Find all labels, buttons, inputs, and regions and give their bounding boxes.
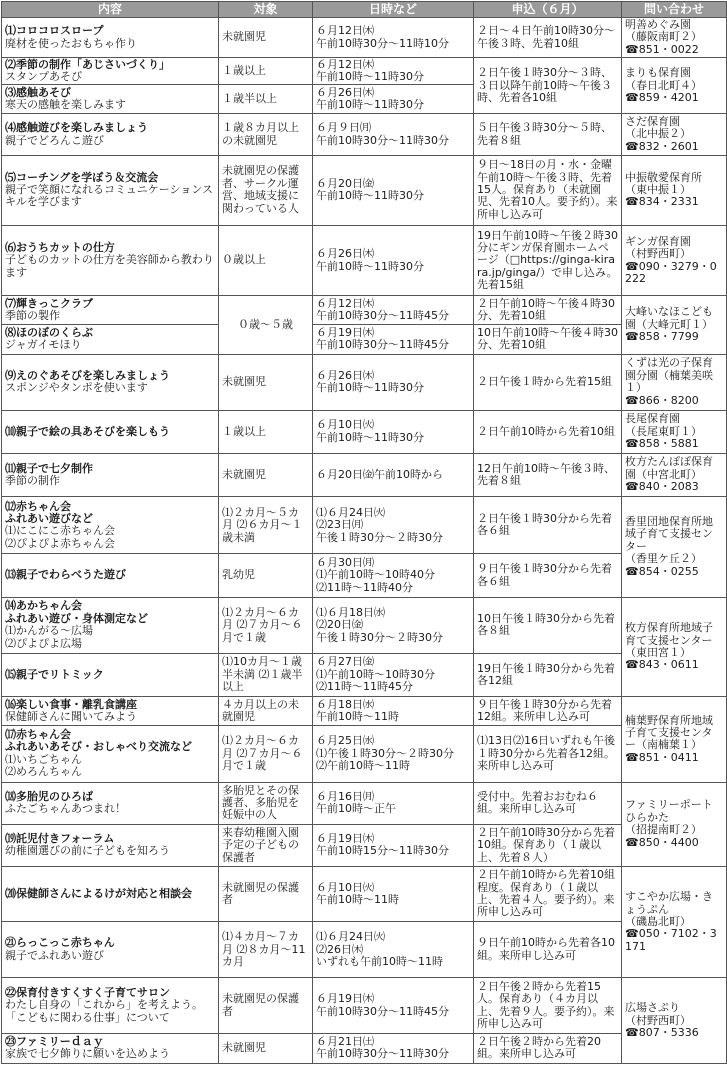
datetime-cell bbox=[313, 866, 474, 921]
content-cell bbox=[2, 824, 219, 866]
contact-cell bbox=[622, 597, 727, 696]
contact-name: まりも保育園 bbox=[625, 66, 691, 80]
event-title: ⑿赤ちゃん会 bbox=[5, 499, 71, 513]
datetime-line: ６月12日㈭ bbox=[316, 24, 374, 38]
datetime-cell bbox=[313, 697, 474, 726]
table-row bbox=[2, 554, 727, 597]
datetime-line: ６月30日㈪ bbox=[316, 555, 374, 569]
event-desc: 寒天の感触を楽しみます bbox=[5, 98, 126, 112]
datetime-line: ⑴６月24日㈫ bbox=[316, 505, 385, 519]
datetime-cell bbox=[313, 554, 474, 597]
datetime-line: いずれも午前10時～11時 bbox=[316, 954, 443, 968]
contact-name: ギンガ保育園 bbox=[625, 234, 691, 248]
apply-cell: ２日午前10時～午後４時30分、先着10組 bbox=[474, 296, 622, 325]
table-row bbox=[2, 296, 727, 325]
contact-phone: ☎858・7799 bbox=[625, 330, 699, 344]
datetime-cell bbox=[313, 653, 474, 696]
datetime-cell bbox=[313, 1033, 474, 1063]
contact-address: （北中振２） bbox=[625, 127, 691, 141]
contact-name: すこやか広場・きょうぷん bbox=[625, 890, 713, 916]
datetime-cell bbox=[313, 922, 474, 978]
contact-name: 枚方保育所地域子育て支援センター bbox=[625, 621, 713, 647]
event-desc: 季節の製作 bbox=[5, 309, 60, 323]
content-cell bbox=[2, 410, 219, 453]
header-apply: 申込（６月） bbox=[474, 2, 622, 18]
datetime-cell bbox=[313, 18, 474, 58]
table-row bbox=[2, 155, 727, 225]
apply-cell: 19日午前10時～午後２時30分にギンガ保育園ホームページ（□https://ginga-kirara.jp/ginga/）で申し込み。先着15組 bbox=[474, 225, 622, 295]
target-cell: ⑴４カ月～７カ月 ⑵８カ月～11カ月 bbox=[219, 922, 313, 978]
datetime-line: 午前10時～11時30分 bbox=[316, 430, 424, 444]
datetime-line: 午前10時30分～11時30分 bbox=[316, 133, 449, 147]
table-row bbox=[2, 697, 727, 726]
datetime-line: ⑵11時～11時40分 bbox=[316, 580, 413, 594]
datetime-line: ６月20日㈮ bbox=[316, 176, 374, 190]
datetime-line: 午前10時～11時30分 bbox=[316, 381, 424, 395]
event-desc: ⑴にこにこ赤ちゃん会 bbox=[5, 524, 115, 538]
contact-cell bbox=[622, 782, 727, 866]
apply-cell: ２日午後１時30分から先着各６組 bbox=[474, 497, 622, 554]
target-cell: １歳以上 bbox=[219, 58, 313, 85]
datetime-line: 午前10時30分～11時10分 bbox=[316, 36, 449, 50]
event-desc: 保健師さんに聞いてみよう bbox=[5, 710, 137, 724]
apply-cell: ５日午後３時30分～５時、先着８組 bbox=[474, 114, 622, 155]
datetime-cell bbox=[313, 824, 474, 866]
table-row bbox=[2, 454, 727, 497]
contact-cell bbox=[622, 155, 727, 225]
event-desc: ⑵めろんちゃん bbox=[5, 765, 82, 779]
apply-cell: ２日午後１時30分～３時、３日以降午前10時～午後３時、先着各10組 bbox=[474, 58, 622, 114]
contact-cell bbox=[622, 354, 727, 410]
datetime-line: ６月26日㈭ bbox=[316, 85, 374, 99]
contact-cell bbox=[622, 58, 727, 114]
event-title: ⑼えのぐあそびを楽しみましょう bbox=[5, 368, 170, 382]
content-cell bbox=[2, 597, 219, 653]
datetime-cell bbox=[313, 155, 474, 225]
datetime-line: ⑴午後１時30分～２時30分 bbox=[316, 746, 454, 760]
target-cell: ４カ月以上の未就園児 bbox=[219, 697, 313, 726]
apply-cell: 10日午前10時～午後４時30分、先着10組 bbox=[474, 325, 622, 354]
table-row bbox=[2, 866, 727, 921]
event-desc: 季節の制作 bbox=[5, 474, 60, 488]
datetime-line: ⑵午前10時～11時 bbox=[316, 759, 410, 773]
contact-cell bbox=[622, 978, 727, 1064]
datetime-line: 午前10時～11時 bbox=[316, 893, 399, 907]
datetime-cell bbox=[313, 597, 474, 653]
contact-name: ファミリーポートひらかた bbox=[625, 798, 713, 824]
event-title: ⒂親子でリトミック bbox=[5, 667, 104, 681]
contact-phone: ☎090・3279・0222 bbox=[625, 259, 717, 286]
event-desc: ⑵ぴよぴよ赤ちゃん会 bbox=[5, 536, 115, 550]
content-cell bbox=[2, 554, 219, 597]
datetime-cell bbox=[313, 58, 474, 85]
event-desc: ⑴いちごちゃん bbox=[5, 752, 82, 766]
apply-cell: ２日午前10時から先着10組程度。保育あり（１歳以上、先着４人。要予約）。来所申し込み可 bbox=[474, 866, 622, 921]
target-cell: 未就園児の保護者 bbox=[219, 978, 313, 1033]
datetime-line: ⑴午前10時～10時40分 bbox=[316, 568, 435, 582]
datetime-line: ６月12日㈭ bbox=[316, 296, 374, 310]
datetime-line: ６月10日㈫ bbox=[316, 880, 374, 894]
table-row bbox=[2, 597, 727, 653]
event-desc: 親子で笑顔になれるコミュニケーションスキルを学びます bbox=[5, 183, 214, 209]
header-target: 対象 bbox=[219, 2, 313, 18]
apply-cell: ９日～18日の月・水・金曜午前10時～午後３時、先着15人。保育あり（未就園児、先着10人。要予約）。来所申し込み可 bbox=[474, 155, 622, 225]
header-contact: 問い合わせ bbox=[622, 2, 727, 18]
content-cell bbox=[2, 296, 219, 325]
contact-name: 枚方たんぽぽ保育園（中宮北町） bbox=[625, 455, 713, 481]
content-cell bbox=[2, 58, 219, 85]
table-header-row bbox=[2, 2, 727, 18]
datetime-line: 午後１時30分～２時30分 bbox=[316, 630, 443, 644]
content-cell bbox=[2, 354, 219, 410]
contact-address: （東中振１） bbox=[625, 183, 691, 197]
table-row bbox=[2, 58, 727, 85]
target-cell: ⑴10カ月～１歳半未満 ⑵１歳半以上 bbox=[219, 653, 313, 696]
contact-address: （村野西町） bbox=[625, 1013, 691, 1027]
event-title: ⒆託児付きフォーラム bbox=[5, 831, 115, 845]
content-cell bbox=[2, 114, 219, 155]
event-title: ⑸コーチングを学ぼう＆交流会 bbox=[5, 170, 159, 184]
datetime-line: ⑴６月18日㈬ bbox=[316, 605, 385, 619]
datetime-line: ６月19日㈭ bbox=[316, 326, 374, 340]
contact-name: 広場さぷり bbox=[625, 1001, 680, 1015]
datetime-cell bbox=[313, 225, 474, 295]
datetime-line: ６月20日㈮午前10時から bbox=[316, 467, 443, 481]
datetime-line: 午前10時30分～11時45分 bbox=[316, 309, 449, 323]
event-desc: 廃材を使ったおもちゃ作り bbox=[5, 36, 137, 50]
content-cell bbox=[2, 225, 219, 295]
table-row bbox=[2, 1033, 727, 1063]
datetime-line: ６月12日㈭ bbox=[316, 57, 374, 71]
table-row bbox=[2, 114, 727, 155]
content-cell bbox=[2, 726, 219, 782]
target-cell: ⑴２カ月～６カ月 ⑵７カ月～６月で１歳 bbox=[219, 726, 313, 782]
datetime-line: ⑵11時～11時45分 bbox=[316, 680, 413, 694]
contact-phone: ☎858・5881 bbox=[625, 437, 699, 451]
event-desc: 親子でふれあい遊び bbox=[5, 948, 104, 962]
target-cell: ⑴２カ月～６カ月 ⑵７カ月～６月で１歳 bbox=[219, 597, 313, 653]
contact-phone: ☎866・8200 bbox=[625, 393, 699, 407]
event-title: ⒁あかちゃん会 bbox=[5, 599, 82, 613]
event-desc: スタンプあそび bbox=[5, 70, 82, 84]
datetime-line: ⑵26日㈭ bbox=[316, 942, 363, 956]
contact-address: （東田宮１） bbox=[625, 645, 691, 659]
contact-name: 香里団地保育所地域子育て支援センター bbox=[625, 514, 713, 553]
datetime-line: ６月16日㈪ bbox=[316, 789, 374, 803]
contact-phone: ☎850・4400 bbox=[625, 835, 699, 849]
content-cell bbox=[2, 653, 219, 696]
target-cell: 未就園児 bbox=[219, 1033, 313, 1063]
contact-phone: ☎859・4201 bbox=[625, 91, 699, 105]
event-title: ⑴コロコロスロープ bbox=[5, 24, 104, 38]
contact-cell bbox=[622, 18, 727, 58]
content-cell bbox=[2, 978, 219, 1033]
contact-cell bbox=[622, 866, 727, 978]
contact-name: さだ保育園 bbox=[625, 114, 680, 128]
contact-address: （香里ケ丘２） bbox=[625, 552, 702, 566]
datetime-line: ６月９日㈪ bbox=[316, 121, 371, 135]
contact-phone: ☎851・0022 bbox=[625, 42, 699, 56]
contact-cell bbox=[622, 454, 727, 497]
contact-cell bbox=[622, 697, 727, 782]
table-body bbox=[2, 18, 727, 1064]
contact-cell bbox=[622, 296, 727, 354]
contact-phone: ☎050・7102・3171 bbox=[625, 927, 717, 953]
datetime-line: ６月19日㈭ bbox=[316, 831, 374, 845]
table-row bbox=[2, 726, 727, 782]
target-cell: 未就園児の保護者、サークル運営、地域支援に関わっている人 bbox=[219, 155, 313, 225]
contact-name: 中振敬愛保育所 bbox=[625, 170, 702, 184]
contact-cell bbox=[622, 410, 727, 453]
target-cell: 未就園児 bbox=[219, 454, 313, 497]
content-cell bbox=[2, 325, 219, 354]
event-title: ⒄赤ちゃん会 bbox=[5, 728, 71, 742]
datetime-line: 午後１時30分～２時30分 bbox=[316, 530, 443, 544]
target-cell: ⑴２カ月～５カ月 ⑵６カ月～１歳未満 bbox=[219, 497, 313, 554]
datetime-line: ６月26日㈭ bbox=[316, 247, 374, 261]
datetime-line: ６月21日㈯ bbox=[316, 1034, 374, 1048]
contact-address: （村野西町） bbox=[625, 247, 691, 261]
event-title: ⒅多胎児のひろば bbox=[5, 789, 93, 803]
contact-name: 明善めぐみ園 bbox=[625, 17, 691, 31]
datetime-line: 午前10時30分～11時45分 bbox=[316, 338, 449, 352]
datetime-cell bbox=[313, 114, 474, 155]
target-cell: １歳８カ月以上の未就園児 bbox=[219, 114, 313, 155]
datetime-cell bbox=[313, 726, 474, 782]
datetime-line: ６月18日㈬ bbox=[316, 697, 374, 711]
event-title: ⑶感触あそび bbox=[5, 85, 71, 99]
datetime-line: 午前10時～正午 bbox=[316, 802, 396, 816]
event-title: ⑽親子で絵の具あそびを楽しもう bbox=[5, 424, 170, 438]
datetime-cell bbox=[313, 296, 474, 325]
content-cell bbox=[2, 85, 219, 114]
apply-cell: ９日午後１時30分から先着各６組 bbox=[474, 554, 622, 597]
table-row bbox=[2, 978, 727, 1033]
datetime-line: ６月27日㈮ bbox=[316, 655, 374, 669]
target-cell: 来春幼稚園入園予定の子どもの保護者 bbox=[219, 824, 313, 866]
target-cell: １歳半以上 bbox=[219, 85, 313, 114]
apply-cell: ⑴13日⑵16日いずれも午後１時30分から先着各12組。来所申し込み可 bbox=[474, 726, 622, 782]
event-desc: 親子でどろんこ遊び bbox=[5, 133, 104, 147]
event-desc: ⑴かんがる～広場 bbox=[5, 624, 93, 638]
event-title: ㉒保育付きすくすく子育てサロン bbox=[5, 985, 170, 999]
event-table bbox=[1, 1, 727, 1064]
event-title: ⑵季節の制作「あじさいづくり」 bbox=[5, 57, 170, 71]
contact-address: （長尾東町１） bbox=[625, 424, 702, 438]
apply-cell: 受付中。先着おおむね６組。来所申し込み可 bbox=[474, 782, 622, 824]
contact-phone: ☎843・0611 bbox=[625, 658, 699, 672]
content-cell bbox=[2, 782, 219, 824]
datetime-line: ６月19日㈭ bbox=[316, 992, 374, 1006]
event-title: ㉑らっこっこ赤ちゃん bbox=[5, 936, 115, 950]
event-desc: わたし自身の「これから」を考えよう。「こどもに関わる仕事」について bbox=[5, 998, 203, 1024]
content-cell bbox=[2, 155, 219, 225]
table-row bbox=[2, 225, 727, 295]
target-cell: １歳以上 bbox=[219, 410, 313, 453]
table-row bbox=[2, 922, 727, 978]
event-title: ⑻ほのぼのくらぶ bbox=[5, 326, 93, 340]
target-cell: 未就園児の保護者 bbox=[219, 866, 313, 921]
contact-name: 大峰いなほこども園（大峰元町１） bbox=[625, 305, 713, 331]
event-subtitle: ふれあい遊びなど bbox=[5, 511, 93, 525]
table-row bbox=[2, 410, 727, 453]
datetime-line: 午前10時～11時30分 bbox=[316, 98, 424, 112]
content-cell bbox=[2, 866, 219, 921]
apply-cell: ９日午前10時から先着各10組。来所申し込み可 bbox=[474, 922, 622, 978]
target-cell: 多胎児とその保護者、多胎児を妊娠中の人 bbox=[219, 782, 313, 824]
target-cell: 未就園児 bbox=[219, 354, 313, 410]
contact-phone: ☎851・0411 bbox=[625, 750, 699, 764]
event-desc: ふたごちゃんあつまれ！ bbox=[5, 802, 126, 816]
contact-address: （藤阪南町２） bbox=[625, 30, 702, 44]
table-row bbox=[2, 497, 727, 554]
event-desc: ⑵ぴよぴよ広場 bbox=[5, 636, 82, 650]
contact-phone: ☎854・0255 bbox=[625, 564, 699, 578]
apply-cell: ９日午後１時30分から先着12組。来所申し込み可 bbox=[474, 697, 622, 726]
table-row bbox=[2, 824, 727, 866]
event-title: ⑷感触遊びを楽しみましょう bbox=[5, 121, 148, 135]
apply-cell: 12日午前10時～午後３時、先着８組 bbox=[474, 454, 622, 497]
event-subtitle: ふれあい遊び・身体測定など bbox=[5, 611, 148, 625]
event-title: ⑺輝きっこクラブ bbox=[5, 296, 93, 310]
datetime-line: 午前10時30分～11時30分 bbox=[316, 1047, 449, 1061]
datetime-line: ６月25日㈬ bbox=[316, 734, 374, 748]
datetime-cell bbox=[313, 454, 474, 497]
event-subtitle: ふれあいあそび・おしゃべり交流など bbox=[5, 740, 192, 754]
event-desc: 家族で七夕飾りに願いを込めよう bbox=[5, 1047, 170, 1061]
apply-cell: ２日～４日午前10時30分～午後３時、先着10組 bbox=[474, 18, 622, 58]
event-title: ⑹おうちカットの仕方 bbox=[5, 241, 115, 254]
contact-name: 長尾保育園 bbox=[625, 412, 680, 426]
datetime-cell bbox=[313, 978, 474, 1033]
content-cell bbox=[2, 497, 219, 554]
event-title: ⑾親子で七夕制作 bbox=[5, 461, 93, 475]
datetime-line: ⑴６月24日㈫ bbox=[316, 930, 385, 944]
apply-cell: 19日午後１時30分から先着各12組 bbox=[474, 653, 622, 696]
datetime-line: 午前10時～11時30分 bbox=[316, 189, 424, 203]
table-row bbox=[2, 325, 727, 354]
apply-cell: 10日午後１時30分から先着各８組 bbox=[474, 597, 622, 653]
contact-address: （磯島北町） bbox=[625, 914, 691, 928]
target-cell: 未就園児 bbox=[219, 18, 313, 58]
event-title: ㉓ファミリーｄａｙ bbox=[5, 1034, 104, 1048]
datetime-cell bbox=[313, 497, 474, 554]
contact-phone: ☎834・2331 bbox=[625, 195, 699, 209]
header-content: 内容 bbox=[2, 2, 219, 18]
datetime-line: ⑴午前10時～10時30分 bbox=[316, 667, 435, 681]
datetime-line: 午前10時～11時30分 bbox=[316, 259, 424, 273]
datetime-line: ⑵23日㈪ bbox=[316, 518, 363, 532]
content-cell bbox=[2, 454, 219, 497]
contact-cell bbox=[622, 497, 727, 597]
contact-cell bbox=[622, 114, 727, 155]
apply-cell: ２日午後１時から先着15組 bbox=[474, 354, 622, 410]
content-cell bbox=[2, 922, 219, 978]
event-title: ⒃楽しい食事・離乳食講座 bbox=[5, 697, 137, 711]
contact-phone: ☎807・5336 bbox=[625, 1025, 699, 1039]
content-cell bbox=[2, 18, 219, 58]
event-title: ⒀親子でわらべうた遊び bbox=[5, 568, 126, 582]
target-cell: ０歳～５歳 bbox=[219, 296, 313, 354]
contact-address: （招提南町２） bbox=[625, 823, 702, 837]
table-row bbox=[2, 782, 727, 824]
event-desc: 子どものカットの仕方を美容師から教わります bbox=[5, 253, 214, 279]
header-datetime: 日時など bbox=[313, 2, 474, 18]
contact-address: （春日北町４） bbox=[625, 78, 702, 92]
datetime-line: ６月26日㈭ bbox=[316, 368, 374, 382]
datetime-cell bbox=[313, 354, 474, 410]
target-cell: ０歳以上 bbox=[219, 225, 313, 295]
contact-name: くずは光の子保育園分園（楠葉美咲１） bbox=[625, 356, 713, 395]
datetime-line: 午前10時～11時 bbox=[316, 710, 399, 724]
datetime-cell bbox=[313, 85, 474, 114]
target-cell: 乳幼児 bbox=[219, 554, 313, 597]
contact-cell bbox=[622, 225, 727, 295]
table-row bbox=[2, 653, 727, 696]
datetime-cell bbox=[313, 410, 474, 453]
datetime-line: 午前10時30分～11時45分 bbox=[316, 1004, 449, 1018]
table-row bbox=[2, 354, 727, 410]
apply-cell: ２日午前10時30分から先着10組。保育あり（１歳以上、先着８人） bbox=[474, 824, 622, 866]
event-desc: ジャガイモほり bbox=[5, 338, 82, 352]
datetime-line: 午前10時15分～11時30分 bbox=[316, 844, 449, 858]
datetime-line: ⑵20日㈮ bbox=[316, 618, 363, 632]
event-desc: 幼稚園選びの前に子どもを知ろう bbox=[5, 844, 170, 858]
apply-cell: ２日午後２時から先着20組。来所申し込み可 bbox=[474, 1033, 622, 1063]
contact-name: 楠葉野保育所地域子育て支援センター（南楠葉１） bbox=[625, 713, 713, 752]
datetime-cell bbox=[313, 782, 474, 824]
event-desc: スポンジやタンポを使います bbox=[5, 381, 148, 395]
event-title: ⒇保健師さんによるけが対応と相談会 bbox=[5, 886, 192, 900]
content-cell bbox=[2, 1033, 219, 1063]
content-cell bbox=[2, 697, 219, 726]
apply-cell: ２日午前10時から先着10組 bbox=[474, 410, 622, 453]
datetime-line: ６月10日㈫ bbox=[316, 418, 374, 432]
apply-cell: ２日午後２時から先着15人。保育あり（４カ月以上、先着９人。要予約）。来所申し込み可 bbox=[474, 978, 622, 1033]
table-row bbox=[2, 18, 727, 58]
contact-phone: ☎840・2083 bbox=[625, 480, 699, 494]
datetime-cell bbox=[313, 325, 474, 354]
contact-phone: ☎832・2601 bbox=[625, 139, 699, 153]
datetime-line: 午前10時～11時30分 bbox=[316, 70, 424, 84]
